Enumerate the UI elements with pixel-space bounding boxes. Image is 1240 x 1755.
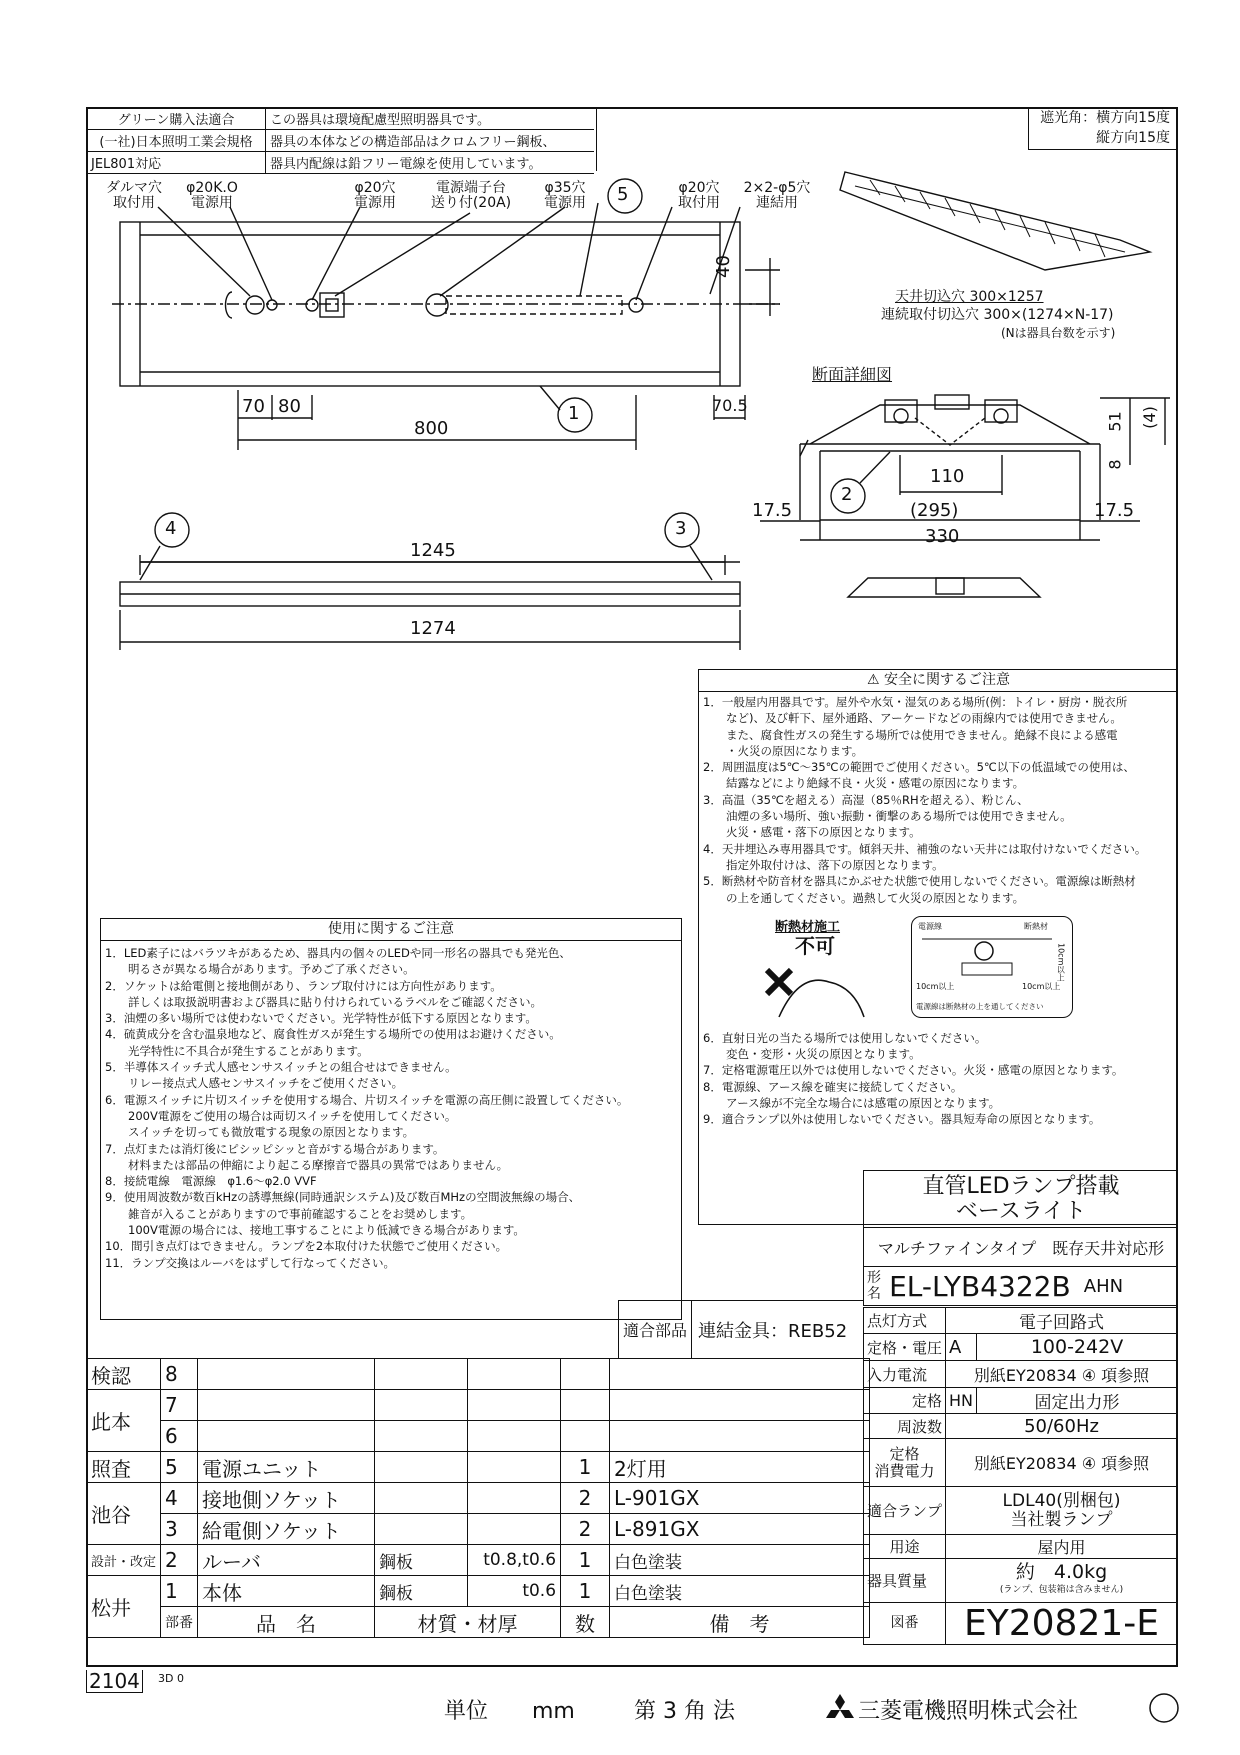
insulation-ok-icon (922, 931, 1052, 977)
part-name: 本体 (198, 1576, 375, 1607)
safety-item: など)、及び軒下、屋外通路、アーケードなどの雨線内では使用できません。 (703, 711, 1122, 726)
part-name (198, 1390, 375, 1421)
part-remarks: 白色塗装 (610, 1576, 870, 1607)
label-hole5: 2×2-φ5穴 連結用 (743, 180, 811, 211)
head-no: 部番 (161, 1607, 198, 1638)
dim-4: (4) (1139, 406, 1159, 429)
ceiling-cut-continuous: 連続取付切込穴 300×(1274×N-17) (881, 307, 1114, 323)
projection-label: 第 3 角 法 (634, 1699, 735, 1724)
part-remarks: 白色塗装 (610, 1545, 870, 1576)
dim-1274: 1274 (410, 618, 456, 639)
balloon-4: 4 (165, 518, 177, 539)
spec-value: 屋内用 (946, 1535, 1178, 1559)
usage-item: 2．ソケットは給電側と接地側があり、ランプ取付けには方向性があります。 (105, 978, 502, 993)
unit-label: 単位 mm (444, 1699, 575, 1724)
label-hole20-mount: φ20穴 取付用 (678, 180, 720, 211)
accessory-box (618, 1300, 863, 1358)
shading-angle-v: 縦方向15度 (1096, 130, 1170, 146)
safety-item: また、腐食性ガスの発生する場所では使用できません。絶縁不良による感電 (703, 727, 1118, 742)
dim-295: (295) (910, 500, 959, 521)
usage-item: 11．ランプ交換はルーバをはずして行なってください。 (105, 1255, 396, 1270)
usage-item: リレー接点式人感センサスイッチをご使用ください。 (105, 1076, 404, 1091)
part-remarks: L-901GX (610, 1483, 870, 1514)
header-right-1: 器具の本体などの構造部品はクロムフリー鋼板、 (266, 130, 595, 152)
spec-key: 定格 消費電力 (864, 1439, 946, 1487)
part-material (375, 1452, 468, 1483)
usage-item: 5．半導体スイッチ式人感センサスイッチとの組合せはできません。 (105, 1060, 457, 1075)
part-remarks (610, 1421, 870, 1452)
insulation-correct-figure (911, 916, 1073, 1018)
label-terminal: 電源端子台 送り付(20A) (430, 180, 512, 211)
part-name (198, 1421, 375, 1452)
spec-value: 100-242V (977, 1334, 1178, 1361)
part-no: 8 (161, 1359, 198, 1390)
safety-item: 6．直射日光の当たる場所では使用しないでください。 (703, 1030, 987, 1045)
safety-item: 指定外取付けは、落下の原因となります。 (703, 857, 944, 872)
fig-10cm-a: 10cm以上 (916, 981, 955, 991)
safety-item: 変色・変形・火災の原因となります。 (703, 1047, 921, 1062)
sign-cell: 池谷 (87, 1483, 161, 1545)
safety-item: 4．天井埋込み専用器具です。傾斜天井、補強のない天井には取付けないでください。 (703, 841, 1147, 856)
shading-angle-h: 遮光角：横方向15度 (1040, 110, 1170, 126)
usage-item: スイッチを切っても微放電する現象の原因となります。 (105, 1125, 415, 1140)
part-material (375, 1421, 468, 1452)
spec-key: 点灯方式 (864, 1308, 946, 1334)
part-qty: 1 (561, 1452, 610, 1483)
spec-value: 別紙EY20834 ④ 項参照 (946, 1439, 1178, 1487)
safety-item: 2．周囲温度は5℃～35℃の範囲でご使用ください。5℃以下の低温域での使用は、 (703, 760, 1135, 775)
model-number: EL-LYB4322B (889, 1269, 1071, 1303)
part-no: 4 (161, 1483, 198, 1514)
safety-item: 3．高温（35℃を超える）高湿（85％RHを超える）、粉じん、 (703, 792, 1029, 807)
fig-insulation: 断熱材 (1024, 921, 1048, 931)
part-no: 7 (161, 1390, 198, 1421)
insulation-figure (699, 908, 1178, 1028)
part-name: 電源ユニット (198, 1452, 375, 1483)
usage-item: 明るさが異なる場合があります。予めご了承ください。 (105, 962, 415, 977)
dim-330: 330 (925, 526, 960, 547)
safety-item: 油煙の多い場所、強い振動・衝撃のある場所では使用できません。 (703, 809, 1072, 824)
spec-key: 周波数 (864, 1414, 946, 1439)
part-thickness (468, 1452, 561, 1483)
model-suffix: AHN (1083, 1275, 1124, 1297)
fig-10cm-b: 10cm以上 (1022, 981, 1061, 991)
usage-item: 6．電源スイッチに片切スイッチを使用する場合、片切スイッチを電源の高圧側に設置してください。 (105, 1092, 629, 1107)
part-name: ルーバ (198, 1545, 375, 1576)
part-material: 鋼板 (375, 1545, 468, 1576)
product-title (864, 1171, 1179, 1228)
usage-item: 10．間引き点灯はできません。ランプを2本取付けた状態でご使用ください。 (105, 1239, 508, 1254)
safety-list (699, 692, 1178, 908)
head-name: 品 名 (198, 1607, 375, 1638)
spec-table (863, 1307, 1178, 1645)
insulation-label: 断熱材施工 (775, 919, 841, 935)
usage-item: 詳しくは取扱説明書および器具に貼り付けられているラベルをご確認ください。 (105, 994, 542, 1009)
part-remarks: 2灯用 (610, 1452, 870, 1483)
spec-value: 電子回路式 (946, 1308, 1178, 1334)
part-thickness (468, 1390, 561, 1421)
company-name: 三菱電機照明株式会社 (858, 1699, 1079, 1724)
product-title-line1: 直管LEDランプ搭載 (922, 1174, 1120, 1199)
spec-note: (ランプ、包装箱は含みません) (999, 1584, 1124, 1595)
part-qty (561, 1390, 610, 1421)
header-left-1: (一社)日本照明工業会規格 (87, 130, 266, 152)
fig-note: 電源線は断熱材の上を通してください (916, 1001, 1044, 1011)
part-thickness (468, 1483, 561, 1514)
parts-table (86, 1358, 870, 1638)
dim-110: 110 (930, 466, 965, 487)
part-qty: 1 (561, 1576, 610, 1607)
drawing-no-label: 図番 (864, 1603, 946, 1645)
part-qty (561, 1421, 610, 1452)
section-title: 断面詳細図 (812, 365, 893, 384)
part-qty (561, 1359, 610, 1390)
usage-item: 光学特性に不具合が発生することがあります。 (105, 1043, 369, 1058)
spec-value-cell (946, 1559, 1178, 1603)
usage-item: 1．LED素子にはバラツキがあるため、器具内の個々のLEDや同一形名の器具でも発光色、 (105, 946, 571, 960)
spec-value: 別紙EY20834 ④ 項参照 (946, 1361, 1178, 1388)
part-material: 鋼板 (375, 1576, 468, 1607)
spec-value: 固定出力形 (977, 1388, 1178, 1414)
spec-key: 定格 (864, 1388, 946, 1414)
technical-drawing (0, 0, 1240, 700)
usage-item: 雑音が入ることがありますので事前確認することをお奨めします。 (105, 1206, 473, 1221)
safety-item: 5．断熱材や防音材を器具にかぶせた状態で使用しないでください。電源線は断熱材 (703, 874, 1136, 889)
balloon-2: 2 (841, 484, 853, 505)
spec-attr: A (946, 1334, 977, 1361)
spec-value: LDL40(別梱包) 当社製ランプ (946, 1487, 1178, 1535)
label-ko20: φ20K.O 電源用 (186, 180, 238, 211)
part-name: 接地側ソケット (198, 1483, 375, 1514)
safety-list-2 (699, 1028, 1178, 1130)
part-name (198, 1359, 375, 1390)
usage-list (101, 941, 681, 1273)
safety-item: 火災・感電・落下の原因となります。 (703, 825, 921, 840)
part-no: 6 (161, 1421, 198, 1452)
usage-item: 100V電源の場合には、接地工事することにより低減できる場合があります。 (105, 1223, 525, 1238)
spec-attr: HN (946, 1388, 977, 1414)
part-material (375, 1390, 468, 1421)
head-remarks: 備 考 (610, 1607, 870, 1638)
mitsubishi-logo-icon (822, 1692, 858, 1726)
dim-1245: 1245 (410, 540, 456, 561)
safety-item: ・火災の原因になります。 (703, 743, 864, 758)
dim-70-5: 70.5 (712, 396, 748, 415)
usage-title: 使用に関するご注意 (101, 919, 681, 941)
part-remarks (610, 1390, 870, 1421)
drawing-no: EY20821-E (946, 1603, 1178, 1645)
part-no: 5 (161, 1452, 198, 1483)
part-thickness (468, 1359, 561, 1390)
label-daruma: ダルマ穴 取付用 (106, 180, 162, 211)
accessory-label: 適合部品 (619, 1301, 692, 1358)
dim-70: 70 (242, 396, 265, 417)
fig-10cm-c: 10cm以上 (1056, 942, 1066, 982)
sign-cell: 此本 (87, 1390, 161, 1452)
usage-item: 4．硫黄成分を含む温泉地など、腐食性ガスが発生する場所での使用はお避けください。 (105, 1027, 561, 1042)
part-no: 3 (161, 1514, 198, 1545)
spec-value: 50/60Hz (946, 1414, 1178, 1439)
part-thickness (468, 1421, 561, 1452)
label-hole35: φ35穴 電源用 (544, 180, 586, 211)
part-no: 1 (161, 1576, 198, 1607)
header-right-0: この器具は環境配慮型照明器具です。 (266, 108, 595, 130)
safety-item: 8．電源線、アース線を確実に接続してください。 (703, 1079, 963, 1094)
safety-title: ⚠ 安全に関するご注意 (699, 670, 1178, 692)
balloon-1: 1 (568, 403, 580, 424)
part-material (375, 1514, 468, 1545)
header-left-0: グリーン購入法適合 (87, 108, 266, 130)
safety-item: 1．一般屋内用器具です。屋外や水気・湿気のある場所(例：トイレ・厨房・脱衣所 (703, 695, 1128, 709)
header-right-2: 器具内配線は鉛フリー電線を使用しています。 (266, 152, 595, 174)
stamp-circle-icon (1148, 1692, 1180, 1724)
model-label: 形名 (867, 1270, 881, 1302)
part-material (375, 1359, 468, 1390)
part-thickness: t0.8,t0.6 (468, 1545, 561, 1576)
safety-item: の上を通してください。過熱して火災の原因となります。 (703, 890, 1025, 905)
safety-item: 7．定格電源電圧以外では使用しないでください。火災・感電の原因となります。 (703, 1063, 1124, 1078)
usage-notice (100, 918, 682, 1320)
spec-key: 入力電流 (864, 1361, 946, 1388)
dim-40: 40 (712, 255, 734, 278)
ceiling-cut-note: (Nは器具台数を示す) (1001, 326, 1116, 340)
head-material: 材質・材厚 (375, 1607, 561, 1638)
dim-8: 8 (1105, 459, 1125, 470)
dim-800: 800 (414, 418, 449, 439)
revision-date: 2104 (86, 1670, 143, 1693)
spec-key: 定格・電圧 (864, 1334, 946, 1361)
part-qty: 1 (561, 1545, 610, 1576)
dim-80: 80 (278, 396, 301, 417)
head-qty: 数 (561, 1607, 610, 1638)
balloon-3: 3 (675, 518, 687, 539)
safety-item: アース線が不完全な場合には感電の原因となります。 (703, 1096, 1001, 1111)
ceiling-cut (881, 288, 1116, 342)
spec-key: 用途 (864, 1535, 946, 1559)
dim-17-5-left: 17.5 (752, 500, 793, 521)
sign-cell: 照査 (87, 1452, 161, 1483)
product-title-line2: ベースライト (955, 1199, 1087, 1224)
spec-value: 約 4.0kg (1015, 1560, 1108, 1583)
safety-item: 結露などにより絶縁不良・火災・感電の原因になります。 (703, 776, 1025, 791)
safety-notice (698, 669, 1178, 1225)
product-title-table (863, 1170, 1178, 1306)
sign-cell: 設計・改定 (87, 1545, 161, 1576)
insulation-ng-icon (759, 962, 869, 1022)
part-name: 給電側ソケット (198, 1514, 375, 1545)
safety-item: 9．適合ランプ以外は使用しないでください。器具短寿命の原因となります。 (703, 1112, 1101, 1127)
spec-key: 器具質量 (864, 1559, 946, 1603)
usage-item: 3．油煙の多い場所では使わないでください。光学特性が低下する原因となります。 (105, 1011, 537, 1026)
ceiling-cut-single: 天井切込穴 300×1257 (895, 289, 1044, 305)
usage-item: 8．接続電線 電源線 φ1.6～φ2.0 VVF (105, 1174, 317, 1189)
spec-key: 適合ランプ (864, 1487, 946, 1535)
label-hole20: φ20穴 電源用 (354, 180, 396, 211)
sign-cell: 松井 (87, 1576, 161, 1638)
revision-code: 3D 0 (158, 1672, 184, 1685)
part-remarks (610, 1359, 870, 1390)
part-thickness (468, 1514, 561, 1545)
model-cell (864, 1267, 1179, 1306)
sign-cell: 検認 (87, 1359, 161, 1390)
header-left-2: JEL801対応 (87, 152, 266, 174)
part-qty: 2 (561, 1514, 610, 1545)
part-qty: 2 (561, 1483, 610, 1514)
balloon-5: 5 (617, 184, 629, 205)
fig-power-line: 電源線 (918, 921, 942, 931)
usage-item: 材料または部品の伸縮により起こる摩擦音で器具の異常ではありません。 (105, 1157, 509, 1172)
dim-51: 51 (1105, 411, 1125, 432)
dim-17-5-right: 17.5 (1094, 500, 1135, 521)
usage-item: 200V電源をご使用の場合は両切スイッチを使用してください。 (105, 1108, 457, 1123)
insulation-ng: 不可 (795, 933, 835, 958)
part-remarks: L-891GX (610, 1514, 870, 1545)
product-subtitle: マルチファインタイプ 既存天井対応形 (864, 1228, 1179, 1267)
part-material (375, 1483, 468, 1514)
accessory-value: 連結金具：REB52 (698, 1320, 848, 1342)
usage-item: 7．点灯または消灯後にピシッピシッと音がする場合があります。 (105, 1141, 445, 1156)
part-thickness: t0.6 (468, 1576, 561, 1607)
part-no: 2 (161, 1545, 198, 1576)
usage-item: 9．使用周波数が数百kHzの誘導無線(同時通訳システム)及び数百MHzの空間波無線の場合、 (105, 1190, 581, 1205)
